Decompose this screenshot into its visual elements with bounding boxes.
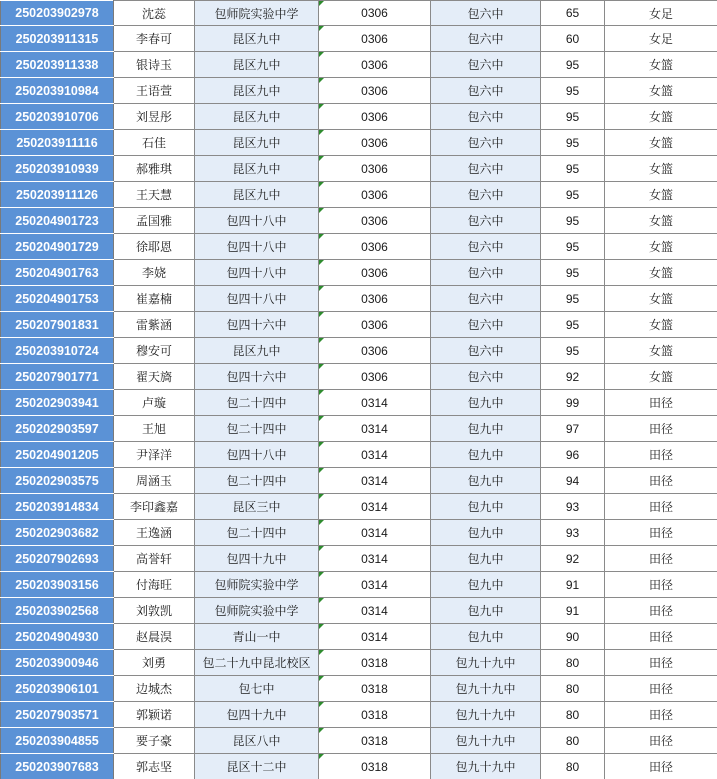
score-cell[interactable]: 99	[541, 390, 605, 416]
event-cell[interactable]: 田径	[605, 546, 717, 572]
table-row	[1, 442, 717, 468]
school-cell[interactable]: 包四十六中	[195, 364, 319, 390]
student-name-cell[interactable]: 石佳	[114, 130, 195, 156]
school-cell[interactable]: 昆区九中	[195, 182, 319, 208]
table-body	[1, 1, 717, 779]
score-cell[interactable]: 95	[541, 338, 605, 364]
venue-code-cell[interactable]: 0314	[319, 624, 431, 650]
school-cell[interactable]: 包师院实验中学	[195, 1, 319, 26]
venue-code-cell[interactable]: 0314	[319, 416, 431, 442]
table-row	[1, 650, 717, 676]
venue-cell[interactable]: 包九十九中	[431, 754, 541, 779]
school-cell[interactable]: 包四十八中	[195, 208, 319, 234]
venue-cell[interactable]: 包六中	[431, 78, 541, 104]
venue-code-cell[interactable]: 0314	[319, 520, 431, 546]
student-name-cell[interactable]: 雷紫涵	[114, 312, 195, 338]
student-id-cell[interactable]: 250203910939	[1, 156, 114, 182]
venue-code-cell[interactable]: 0306	[319, 234, 431, 260]
student-id-cell[interactable]: 250203910724	[1, 338, 114, 364]
venue-cell[interactable]: 包六中	[431, 364, 541, 390]
venue-cell[interactable]: 包九十九中	[431, 728, 541, 754]
venue-code-cell[interactable]: 0306	[319, 364, 431, 390]
venue-code-cell[interactable]: 0314	[319, 546, 431, 572]
table-row	[1, 260, 717, 286]
venue-code-cell[interactable]: 0318	[319, 650, 431, 676]
student-id-cell[interactable]: 250204901763	[1, 260, 114, 286]
event-cell[interactable]: 女篮	[605, 104, 717, 130]
school-cell[interactable]: 包师院实验中学	[195, 572, 319, 598]
table-row	[1, 182, 717, 208]
school-cell[interactable]: 包四十九中	[195, 546, 319, 572]
table-row	[1, 1, 717, 26]
score-cell[interactable]: 80	[541, 754, 605, 779]
venue-cell[interactable]: 包九中	[431, 520, 541, 546]
school-cell[interactable]: 包四十九中	[195, 702, 319, 728]
venue-code-cell[interactable]: 0318	[319, 702, 431, 728]
venue-cell[interactable]: 包六中	[431, 26, 541, 52]
student-name-cell[interactable]: 王逸涵	[114, 520, 195, 546]
student-name-cell[interactable]: 王语萱	[114, 78, 195, 104]
student-name-cell[interactable]: 银诗玉	[114, 52, 195, 78]
venue-cell[interactable]: 包六中	[431, 1, 541, 26]
venue-cell[interactable]: 包六中	[431, 312, 541, 338]
score-cell[interactable]: 92	[541, 546, 605, 572]
venue-code-cell[interactable]: 0306	[319, 208, 431, 234]
score-cell[interactable]: 95	[541, 52, 605, 78]
venue-cell[interactable]: 包九中	[431, 442, 541, 468]
school-cell[interactable]: 包四十八中	[195, 260, 319, 286]
venue-cell[interactable]: 包六中	[431, 260, 541, 286]
student-name-cell[interactable]: 刘敦凯	[114, 598, 195, 624]
student-name-cell[interactable]: 尹泽洋	[114, 442, 195, 468]
student-id-cell[interactable]: 250203911126	[1, 182, 114, 208]
student-name-cell[interactable]: 翟天旖	[114, 364, 195, 390]
table-row	[1, 624, 717, 650]
event-cell[interactable]: 田径	[605, 572, 717, 598]
school-cell[interactable]: 昆区三中	[195, 494, 319, 520]
student-id-cell[interactable]: 250204904930	[1, 624, 114, 650]
venue-cell[interactable]: 包九中	[431, 494, 541, 520]
venue-cell[interactable]: 包九十九中	[431, 650, 541, 676]
student-name-cell[interactable]: 郭颖诺	[114, 702, 195, 728]
venue-cell[interactable]: 包九中	[431, 624, 541, 650]
school-cell[interactable]: 昆区九中	[195, 104, 319, 130]
school-cell[interactable]: 包四十六中	[195, 312, 319, 338]
table-row	[1, 364, 717, 390]
venue-code-cell[interactable]: 0306	[319, 312, 431, 338]
table-row	[1, 468, 717, 494]
table-row	[1, 156, 717, 182]
score-cell[interactable]: 95	[541, 156, 605, 182]
student-name-cell[interactable]: 刘勇	[114, 650, 195, 676]
table-row	[1, 130, 717, 156]
school-cell[interactable]: 昆区九中	[195, 338, 319, 364]
student-name-cell[interactable]: 李娆	[114, 260, 195, 286]
table-row	[1, 572, 717, 598]
score-cell[interactable]: 95	[541, 286, 605, 312]
student-name-cell[interactable]: 刘昱彤	[114, 104, 195, 130]
score-cell[interactable]: 95	[541, 78, 605, 104]
venue-code-cell[interactable]: 0306	[319, 104, 431, 130]
student-name-cell[interactable]: 徐耶恩	[114, 234, 195, 260]
score-cell[interactable]: 60	[541, 26, 605, 52]
venue-code-cell[interactable]: 0314	[319, 468, 431, 494]
student-name-cell[interactable]: 穆安可	[114, 338, 195, 364]
score-cell[interactable]: 95	[541, 260, 605, 286]
student-name-cell[interactable]: 孟国雅	[114, 208, 195, 234]
table-row	[1, 494, 717, 520]
score-cell[interactable]: 96	[541, 442, 605, 468]
score-cell[interactable]: 91	[541, 572, 605, 598]
venue-code-cell[interactable]: 0314	[319, 572, 431, 598]
student-name-cell[interactable]: 郝雅琪	[114, 156, 195, 182]
venue-code-cell[interactable]: 0306	[319, 286, 431, 312]
student-id-cell[interactable]: 250207902693	[1, 546, 114, 572]
school-cell[interactable]: 包二十四中	[195, 468, 319, 494]
score-cell[interactable]: 95	[541, 182, 605, 208]
student-name-cell[interactable]: 赵晨淏	[114, 624, 195, 650]
student-id-cell[interactable]: 250203902568	[1, 598, 114, 624]
event-cell[interactable]: 女篮	[605, 260, 717, 286]
venue-code-cell[interactable]: 0306	[319, 78, 431, 104]
student-id-cell[interactable]: 250203902978	[1, 1, 114, 26]
score-cell[interactable]: 95	[541, 104, 605, 130]
student-name-cell[interactable]: 李印鑫嘉	[114, 494, 195, 520]
student-id-cell[interactable]: 250204901723	[1, 208, 114, 234]
event-cell[interactable]: 女足	[605, 26, 717, 52]
venue-cell[interactable]: 包六中	[431, 286, 541, 312]
score-cell[interactable]: 97	[541, 416, 605, 442]
student-name-cell[interactable]: 崔嘉楠	[114, 286, 195, 312]
school-cell[interactable]: 昆区九中	[195, 78, 319, 104]
venue-code-cell[interactable]: 0306	[319, 130, 431, 156]
school-cell[interactable]: 昆区十二中	[195, 754, 319, 779]
event-cell[interactable]: 女足	[605, 1, 717, 26]
student-name-cell[interactable]: 周涵玉	[114, 468, 195, 494]
venue-cell[interactable]: 包九十九中	[431, 676, 541, 702]
table-row	[1, 676, 717, 702]
event-cell[interactable]: 女篮	[605, 182, 717, 208]
venue-cell[interactable]: 包六中	[431, 130, 541, 156]
event-cell[interactable]: 女篮	[605, 338, 717, 364]
event-cell[interactable]: 田径	[605, 390, 717, 416]
table-row	[1, 338, 717, 364]
venue-cell[interactable]: 包六中	[431, 182, 541, 208]
student-id-cell[interactable]: 250203914834	[1, 494, 114, 520]
venue-cell[interactable]: 包九十九中	[431, 702, 541, 728]
table-row	[1, 104, 717, 130]
table-row	[1, 520, 717, 546]
event-cell[interactable]: 田径	[605, 598, 717, 624]
venue-cell[interactable]: 包九中	[431, 598, 541, 624]
venue-code-cell[interactable]: 0306	[319, 26, 431, 52]
student-name-cell[interactable]: 付海旺	[114, 572, 195, 598]
school-cell[interactable]: 昆区九中	[195, 26, 319, 52]
school-cell[interactable]: 青山一中	[195, 624, 319, 650]
venue-code-cell[interactable]: 0314	[319, 442, 431, 468]
venue-code-cell[interactable]: 0306	[319, 260, 431, 286]
score-cell[interactable]: 94	[541, 468, 605, 494]
score-cell[interactable]: 92	[541, 364, 605, 390]
student-id-cell[interactable]: 250204901753	[1, 286, 114, 312]
venue-code-cell[interactable]: 0306	[319, 156, 431, 182]
event-cell[interactable]: 田径	[605, 442, 717, 468]
student-id-cell[interactable]: 250203903156	[1, 572, 114, 598]
student-id-cell[interactable]: 250203911315	[1, 26, 114, 52]
venue-code-cell[interactable]: 0306	[319, 52, 431, 78]
score-cell[interactable]: 95	[541, 312, 605, 338]
school-cell[interactable]: 昆区九中	[195, 130, 319, 156]
score-cell[interactable]: 91	[541, 598, 605, 624]
venue-cell[interactable]: 包六中	[431, 156, 541, 182]
venue-code-cell[interactable]: 0318	[319, 754, 431, 779]
score-cell[interactable]: 80	[541, 702, 605, 728]
score-cell[interactable]: 95	[541, 130, 605, 156]
student-name-cell[interactable]: 边城杰	[114, 676, 195, 702]
school-cell[interactable]: 包二十九中昆北校区	[195, 650, 319, 676]
student-id-cell[interactable]: 250203910706	[1, 104, 114, 130]
student-id-cell[interactable]: 250203911116	[1, 130, 114, 156]
event-cell[interactable]: 田径	[605, 650, 717, 676]
table-row	[1, 546, 717, 572]
student-id-cell[interactable]: 250207901771	[1, 364, 114, 390]
student-name-cell[interactable]: 高誉轩	[114, 546, 195, 572]
venue-cell[interactable]: 包九中	[431, 468, 541, 494]
school-cell[interactable]: 包二十四中	[195, 520, 319, 546]
venue-code-cell[interactable]: 0314	[319, 598, 431, 624]
event-cell[interactable]: 田径	[605, 520, 717, 546]
event-cell[interactable]: 田径	[605, 702, 717, 728]
score-cell[interactable]: 95	[541, 234, 605, 260]
table-row	[1, 728, 717, 754]
venue-cell[interactable]: 包九中	[431, 416, 541, 442]
event-cell[interactable]: 田径	[605, 676, 717, 702]
student-id-cell[interactable]: 250202903597	[1, 416, 114, 442]
table-row	[1, 286, 717, 312]
student-id-cell[interactable]: 250207903571	[1, 702, 114, 728]
event-cell[interactable]: 田径	[605, 728, 717, 754]
student-name-cell[interactable]: 王旭	[114, 416, 195, 442]
table-row	[1, 78, 717, 104]
student-name-cell[interactable]: 要子豪	[114, 728, 195, 754]
venue-code-cell[interactable]: 0306	[319, 1, 431, 26]
student-id-cell[interactable]: 250203907683	[1, 754, 114, 779]
school-cell[interactable]: 昆区九中	[195, 156, 319, 182]
score-cell[interactable]: 95	[541, 208, 605, 234]
event-cell[interactable]: 女篮	[605, 208, 717, 234]
event-cell[interactable]: 女篮	[605, 156, 717, 182]
table-row	[1, 598, 717, 624]
score-cell[interactable]: 80	[541, 650, 605, 676]
event-cell[interactable]: 田径	[605, 416, 717, 442]
venue-code-cell[interactable]: 0318	[319, 728, 431, 754]
venue-code-cell[interactable]: 0306	[319, 338, 431, 364]
table-row	[1, 754, 717, 779]
venue-cell[interactable]: 包九中	[431, 572, 541, 598]
table-row	[1, 312, 717, 338]
venue-cell[interactable]: 包六中	[431, 338, 541, 364]
student-id-cell[interactable]: 250202903941	[1, 390, 114, 416]
student-id-cell[interactable]: 250204901729	[1, 234, 114, 260]
student-id-cell[interactable]: 250203904855	[1, 728, 114, 754]
score-cell[interactable]: 80	[541, 676, 605, 702]
event-cell[interactable]: 田径	[605, 494, 717, 520]
venue-cell[interactable]: 包九中	[431, 390, 541, 416]
score-cell[interactable]: 93	[541, 520, 605, 546]
table-row	[1, 208, 717, 234]
table-row	[1, 52, 717, 78]
school-cell[interactable]: 昆区九中	[195, 52, 319, 78]
table-row	[1, 234, 717, 260]
school-cell[interactable]: 昆区八中	[195, 728, 319, 754]
event-cell[interactable]: 女篮	[605, 312, 717, 338]
table-row	[1, 26, 717, 52]
event-cell[interactable]: 女篮	[605, 234, 717, 260]
student-name-cell[interactable]: 郭志坚	[114, 754, 195, 779]
student-id-cell[interactable]: 250203911338	[1, 52, 114, 78]
student-id-cell[interactable]: 250203910984	[1, 78, 114, 104]
venue-code-cell[interactable]: 0314	[319, 390, 431, 416]
event-cell[interactable]: 女篮	[605, 78, 717, 104]
school-cell[interactable]: 包四十八中	[195, 234, 319, 260]
event-cell[interactable]: 女篮	[605, 52, 717, 78]
event-cell[interactable]: 女篮	[605, 286, 717, 312]
student-id-cell[interactable]: 250203906101	[1, 676, 114, 702]
event-cell[interactable]: 女篮	[605, 130, 717, 156]
venue-code-cell[interactable]: 0314	[319, 494, 431, 520]
event-cell[interactable]: 田径	[605, 754, 717, 779]
venue-cell[interactable]: 包六中	[431, 208, 541, 234]
school-cell[interactable]: 包四十八中	[195, 286, 319, 312]
student-id-cell[interactable]: 250203900946	[1, 650, 114, 676]
student-name-cell[interactable]: 沈蕊	[114, 1, 195, 26]
table-row	[1, 416, 717, 442]
school-cell[interactable]: 包二十四中	[195, 390, 319, 416]
score-cell[interactable]: 80	[541, 728, 605, 754]
venue-cell[interactable]: 包六中	[431, 52, 541, 78]
student-name-cell[interactable]: 李春可	[114, 26, 195, 52]
student-name-cell[interactable]: 王天慧	[114, 182, 195, 208]
student-id-cell[interactable]: 250207901831	[1, 312, 114, 338]
event-cell[interactable]: 女篮	[605, 364, 717, 390]
student-id-cell[interactable]: 250202903575	[1, 468, 114, 494]
venue-cell[interactable]: 包六中	[431, 104, 541, 130]
table-row	[1, 390, 717, 416]
score-cell[interactable]: 93	[541, 494, 605, 520]
school-cell[interactable]: 包二十四中	[195, 416, 319, 442]
school-cell[interactable]: 包七中	[195, 676, 319, 702]
venue-cell[interactable]: 包六中	[431, 234, 541, 260]
venue-cell[interactable]: 包九中	[431, 546, 541, 572]
event-cell[interactable]: 田径	[605, 468, 717, 494]
student-name-cell[interactable]: 卢璇	[114, 390, 195, 416]
school-cell[interactable]: 包师院实验中学	[195, 598, 319, 624]
event-cell[interactable]: 田径	[605, 624, 717, 650]
venue-code-cell[interactable]: 0306	[319, 182, 431, 208]
table-row	[1, 702, 717, 728]
student-id-cell[interactable]: 250204901205	[1, 442, 114, 468]
score-cell[interactable]: 65	[541, 1, 605, 26]
school-cell[interactable]: 包四十八中	[195, 442, 319, 468]
student-id-cell[interactable]: 250202903682	[1, 520, 114, 546]
venue-code-cell[interactable]: 0318	[319, 676, 431, 702]
score-cell[interactable]: 90	[541, 624, 605, 650]
